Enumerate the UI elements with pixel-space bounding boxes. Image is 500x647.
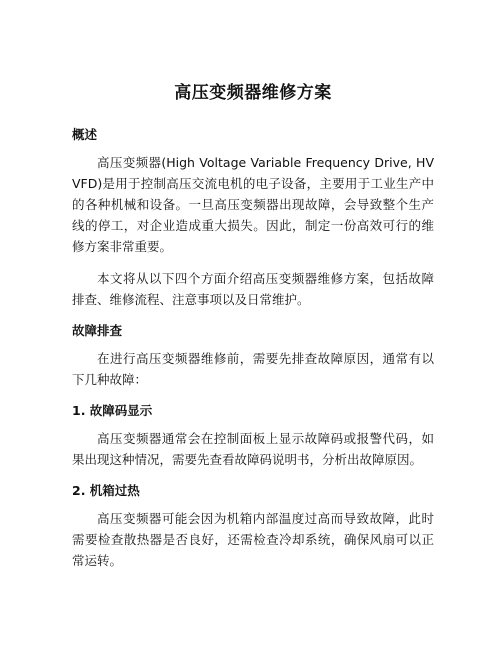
heading-fault-code: 1. 故障码显示 <box>72 403 153 418</box>
document-title: 高压变频器维修方案 <box>174 83 332 103</box>
paragraph-outline: 本文将从以下四个方面介绍高压变频器维修方案，包括故障排查、维修流程、注意事项以及日常维护。 <box>72 271 434 307</box>
paragraph-intro: 高压变频器(High Voltage Variable Frequency Drive, HV VFD)是用于控制高压交流电机的电子设备，主要用于工业生产中的各种机械和设备。一旦高压变频器出现故障，会导致整个生产线的停工，对企业造成重大损失。因此，制定一份高效可行的维修方案非常重要。 <box>72 155 434 254</box>
heading-overheating: 2. 机箱过热 <box>72 483 140 498</box>
paragraph-overheating: 高压变频器可能会因为机箱内部温度过高而导致故障，此时需要检查散热器是否良好，还需检查冷却系统，确保风扇可以正常运转。 <box>72 511 434 568</box>
paragraph-troubleshooting: 在进行高压变频器维修前，需要先排查故障原因，通常有以下几种故障： <box>72 351 434 387</box>
heading-overview: 概述 <box>72 127 98 142</box>
heading-troubleshooting: 故障排查 <box>72 323 123 338</box>
paragraph-fault-code: 高压变频器通常会在控制面板上显示故障码或报警代码，如果出现这种情况，需要先查看故障码说明书，分析出故障原因。 <box>72 431 434 467</box>
